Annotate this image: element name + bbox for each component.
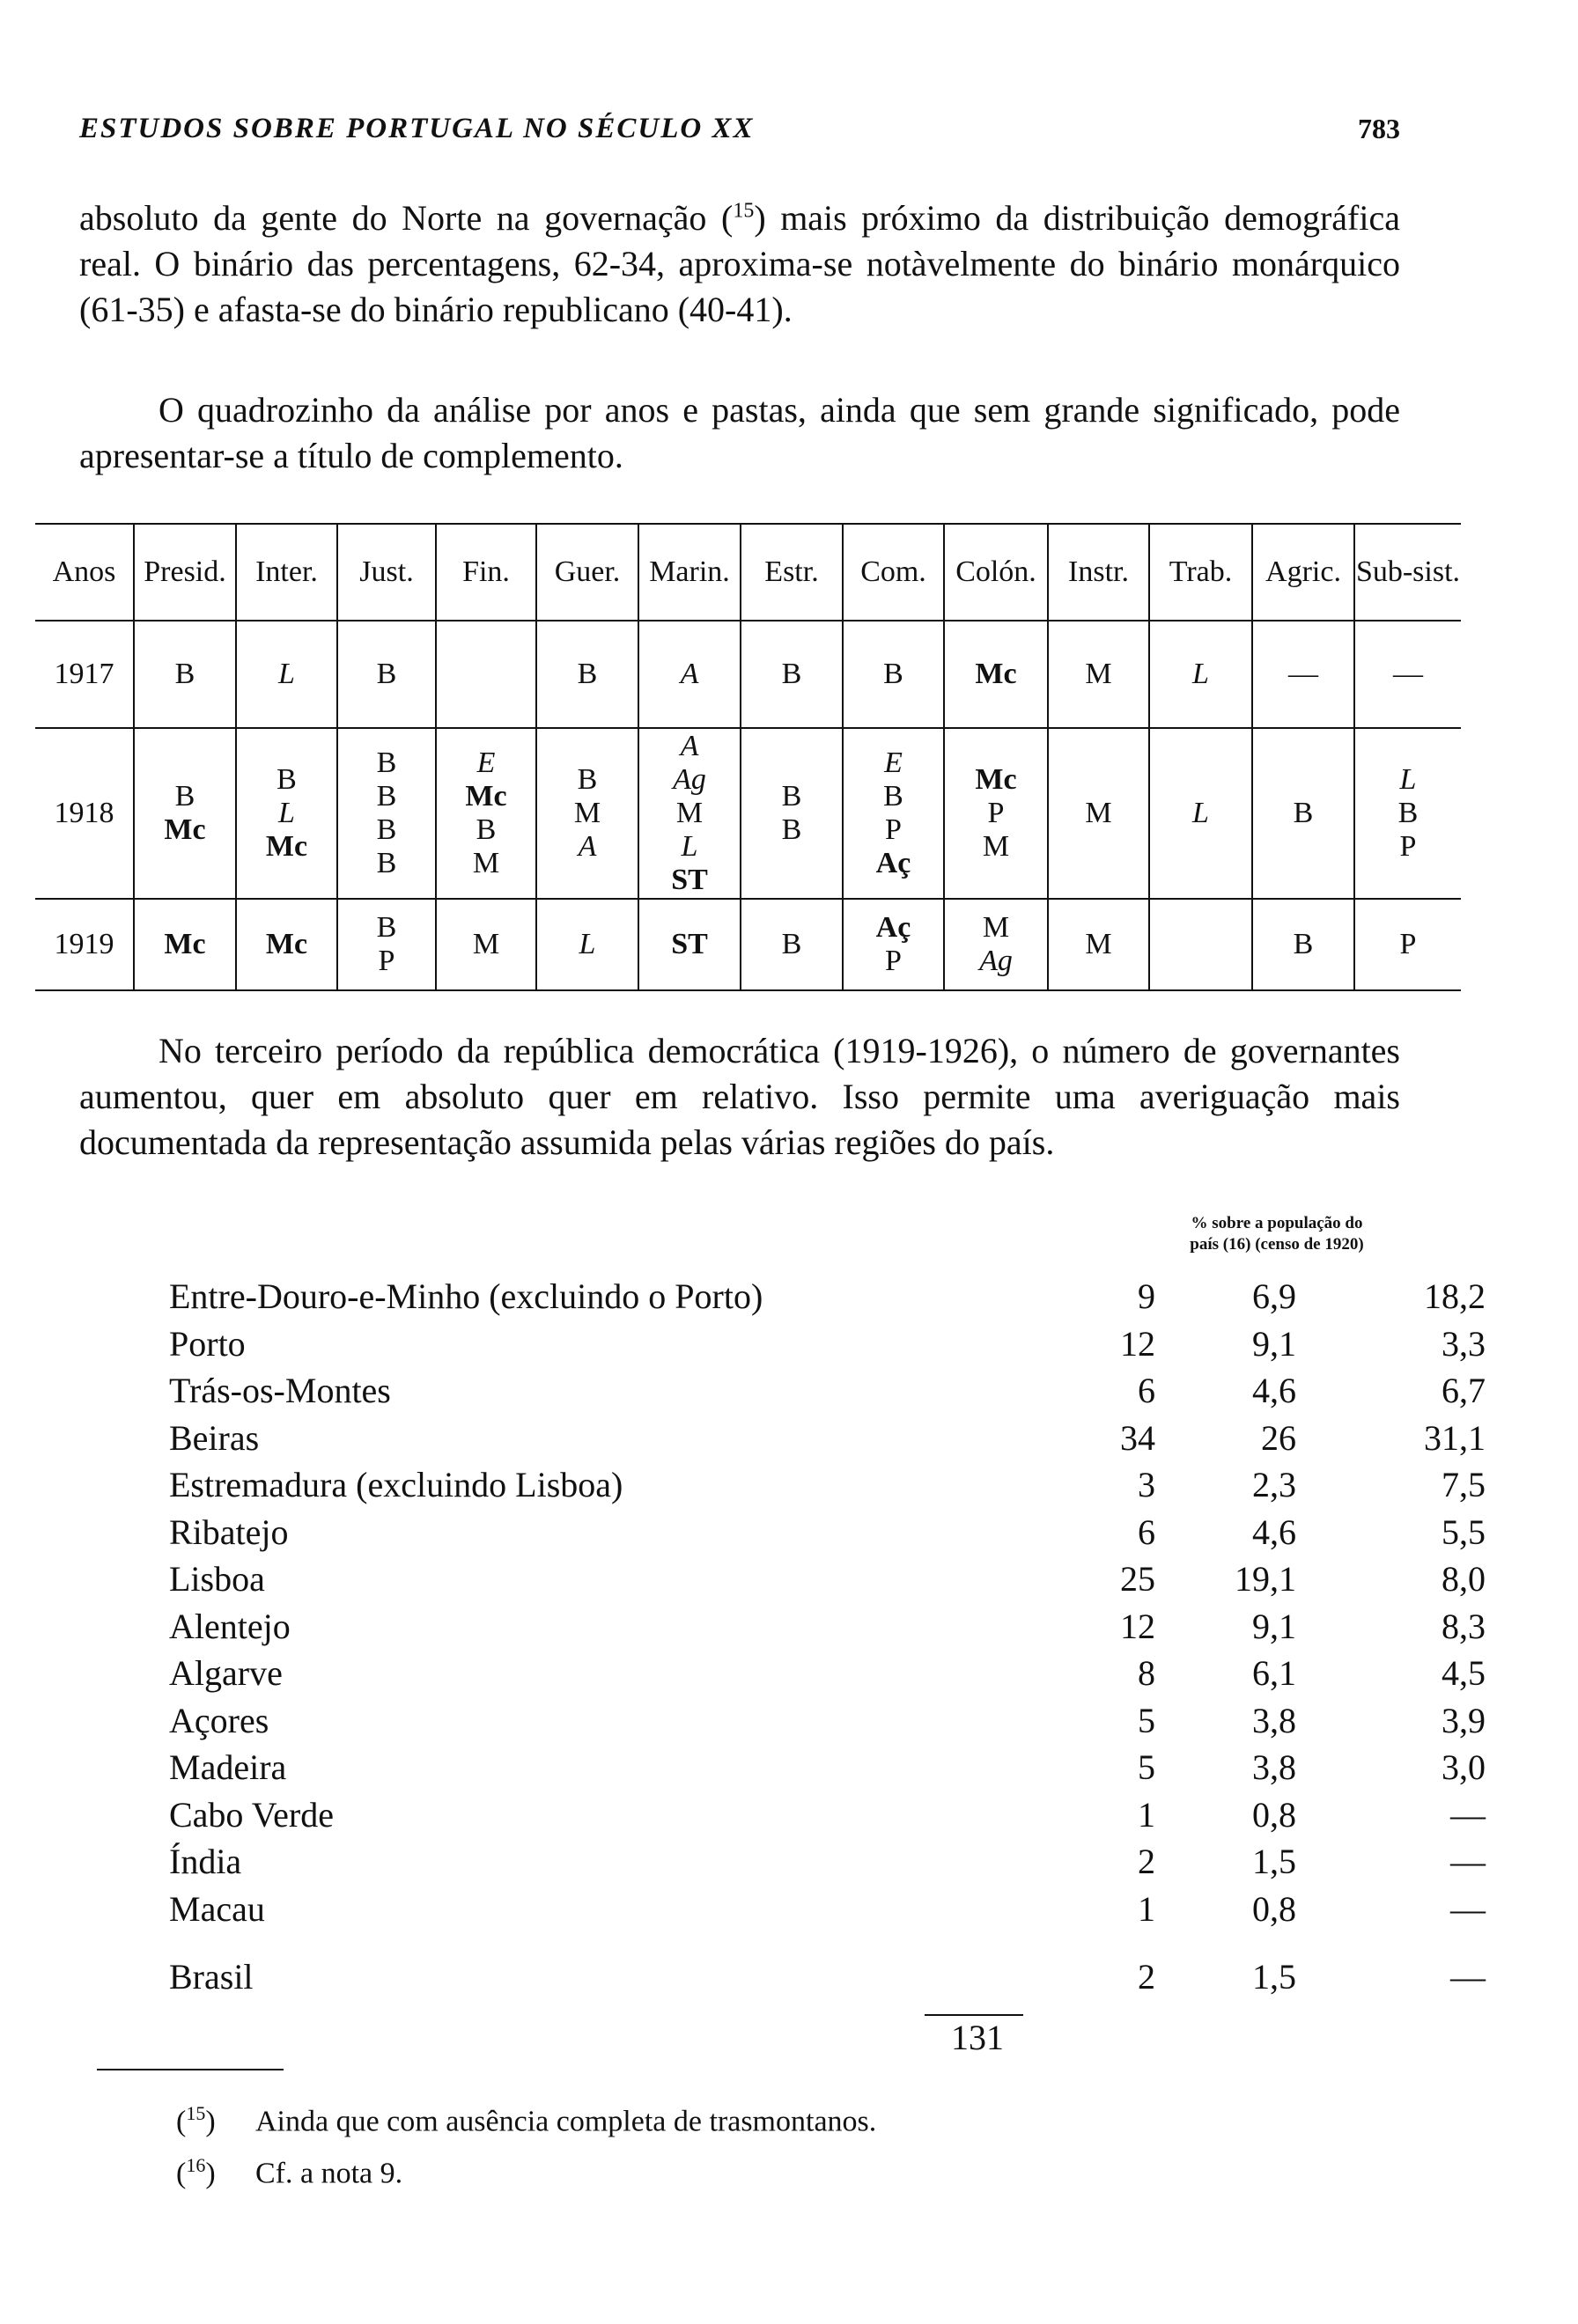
region-row <box>169 1509 1486 1556</box>
footnote-text: Ainda que com ausência completa de trasmontanos. <box>255 2105 877 2138</box>
cell-entry: ST <box>671 864 708 896</box>
region-name: Porto <box>169 1323 246 1364</box>
cell-entry: L <box>579 928 596 960</box>
region-name: Madeira <box>169 1747 287 1787</box>
cell-entry: B <box>781 780 802 813</box>
table-cell <box>1354 899 1461 990</box>
footnote-ref-15: 15 <box>733 199 755 223</box>
cell-entry: Mc <box>975 763 1017 796</box>
region-name: Alentejo <box>169 1606 291 1646</box>
cell-entry: B <box>476 813 497 846</box>
cell-entry: B <box>376 780 397 813</box>
region-count: 9 <box>1138 1276 1155 1316</box>
table-header-cell: Presid. <box>134 524 236 621</box>
region-name: Índia <box>169 1842 242 1881</box>
paragraph-1-text-a: absoluto da gente do Norte na governação ( <box>79 198 734 238</box>
table-cell <box>337 621 436 728</box>
region-row <box>169 1555 1486 1603</box>
table-cell <box>1354 621 1461 728</box>
region-percent: 0,8 <box>1252 1794 1296 1835</box>
region-population-percent: — <box>1450 1957 1486 1997</box>
table-cell <box>1252 899 1354 990</box>
table-cell <box>536 899 638 990</box>
cell-entry: A <box>578 830 597 863</box>
table-cell <box>1149 899 1252 990</box>
cell-entry: P <box>1399 830 1417 863</box>
footnote <box>176 2144 876 2195</box>
table-header-cell: Agric. <box>1252 524 1354 621</box>
region-population-percent: 6,7 <box>1442 1371 1486 1410</box>
region-name: Entre-Douro-e-Minho (excluindo o Porto) <box>169 1276 763 1316</box>
cell-entry: — <box>1393 658 1423 690</box>
regions-list <box>169 1273 1486 2001</box>
region-percent: 6,1 <box>1252 1653 1296 1693</box>
cell-entry: M <box>1085 928 1112 960</box>
table-cell <box>638 621 741 728</box>
cell-entry: M <box>1085 658 1112 690</box>
cell-entry: M <box>982 911 1010 944</box>
region-count: 12 <box>1120 1606 1155 1646</box>
cell-entry: B <box>376 746 397 779</box>
population-column-note <box>1145 1213 1409 1255</box>
table-cell <box>436 621 536 728</box>
cell-entry: L <box>278 797 295 829</box>
table-header-cell: Just. <box>337 524 436 621</box>
region-name: Estremadura (excluindo Lisboa) <box>169 1465 623 1504</box>
regions-total: 131 <box>951 2018 1004 2057</box>
region-percent: 0,8 <box>1252 1888 1296 1929</box>
region-name: Açores <box>169 1700 269 1740</box>
region-row <box>169 1744 1486 1791</box>
running-head <box>79 113 1400 155</box>
table-cell <box>944 728 1048 899</box>
region-name: Beiras <box>169 1417 260 1458</box>
region-population-percent: 3,9 <box>1442 1700 1486 1740</box>
table-header-cell: Trab. <box>1149 524 1252 621</box>
table-header-cell: Instr. <box>1048 524 1149 621</box>
region-count: 34 <box>1120 1417 1155 1458</box>
table-cell <box>536 621 638 728</box>
cell-entry: B <box>1397 797 1419 829</box>
table-cell <box>843 899 944 990</box>
region-percent: 2,3 <box>1252 1465 1296 1504</box>
cell-entry: M <box>982 830 1010 863</box>
cell-entry: B <box>781 658 802 690</box>
region-population-percent: 18,2 <box>1424 1276 1486 1316</box>
region-population-percent: 4,5 <box>1442 1653 1486 1693</box>
region-row <box>169 1603 1486 1651</box>
table-header-cell: Com. <box>843 524 944 621</box>
footnote <box>176 2092 876 2144</box>
footnote-mark: ($^{16}$) <box>176 2154 216 2190</box>
footnotes <box>176 2092 876 2196</box>
region-row <box>169 1953 1486 2001</box>
cell-entry: B <box>577 763 598 796</box>
table-cell <box>536 728 638 899</box>
region-count: 12 <box>1120 1323 1155 1364</box>
cell-entry: L <box>1192 797 1209 829</box>
region-row <box>169 1791 1486 1839</box>
region-percent: 6,9 <box>1252 1276 1296 1316</box>
cell-entry: B <box>883 658 903 690</box>
table-cell <box>236 728 337 899</box>
table-cell <box>1149 728 1252 899</box>
cell-entry: L <box>278 658 295 690</box>
region-percent: 9,1 <box>1252 1606 1296 1646</box>
paragraph-2: O quadrozinho da análise por anos e pastas, ainda que sem grande significado, pode apresentar-se a título de complemento. <box>79 390 1400 475</box>
cell-entry: Aç <box>875 911 911 944</box>
region-population-percent: 3,0 <box>1442 1747 1486 1787</box>
region-count: 2 <box>1138 1957 1155 1997</box>
region-population-percent: — <box>1450 1794 1486 1835</box>
cell-entry: Ag <box>673 763 706 796</box>
table-cell <box>1354 728 1461 899</box>
cell-entry: Mc <box>164 813 206 846</box>
region-population-percent: — <box>1450 1888 1486 1929</box>
table-header-row <box>35 524 1461 621</box>
region-population-percent: 3,3 <box>1442 1323 1486 1364</box>
region-name: Algarve <box>169 1653 283 1693</box>
footnote-mark: ($^{15}$) <box>176 2102 216 2138</box>
region-name: Cabo Verde <box>169 1794 334 1835</box>
region-row <box>169 1367 1486 1415</box>
cell-entry: L <box>681 830 698 863</box>
table-cell <box>436 728 536 899</box>
region-count: 2 <box>1138 1842 1155 1881</box>
table-cell <box>134 621 236 728</box>
cell-entry: B <box>376 658 397 690</box>
table-cell <box>436 899 536 990</box>
table-row <box>35 899 1461 990</box>
table-cell <box>1048 899 1149 990</box>
region-count: 5 <box>1138 1700 1155 1740</box>
footnote-number: 16 <box>186 2154 206 2177</box>
region-row <box>169 1461 1486 1509</box>
cell-entry: E <box>476 746 496 779</box>
table-cell <box>741 899 843 990</box>
region-percent: 3,8 <box>1252 1700 1296 1740</box>
region-percent: 3,8 <box>1252 1747 1296 1787</box>
table-header-cell: Sub-sist. <box>1354 524 1461 621</box>
table-cell <box>944 621 1048 728</box>
table-header-cell: Colón. <box>944 524 1048 621</box>
cell-entry: A <box>680 730 699 762</box>
region-row <box>169 1320 1486 1368</box>
region-percent: 4,6 <box>1252 1371 1296 1410</box>
region-population-percent: 7,5 <box>1442 1465 1486 1504</box>
region-row <box>169 1650 1486 1697</box>
region-count: 6 <box>1138 1371 1155 1410</box>
region-row <box>169 1886 1486 1933</box>
cell-entry: L <box>1192 658 1209 690</box>
cell-entry: B <box>1293 797 1314 829</box>
table-cell <box>134 728 236 899</box>
table-cell <box>1048 728 1149 899</box>
region-count: 1 <box>1138 1888 1155 1929</box>
region-percent: 19,1 <box>1235 1559 1296 1599</box>
region-population-percent: 31,1 <box>1424 1417 1486 1458</box>
region-percent: 4,6 <box>1252 1511 1296 1552</box>
cell-entry: E <box>884 746 903 779</box>
cell-entry: B <box>376 847 397 879</box>
region-population-percent: 8,0 <box>1442 1559 1486 1599</box>
cell-entry: M <box>573 797 601 829</box>
region-count: 25 <box>1120 1559 1155 1599</box>
region-count: 5 <box>1138 1747 1155 1787</box>
table-body <box>35 621 1461 990</box>
cell-entry: M <box>472 928 500 960</box>
table-row <box>35 728 1461 899</box>
table-header-cell: Marin. <box>638 524 741 621</box>
cell-entry: B <box>577 658 598 690</box>
governors-table <box>35 523 1461 991</box>
cell-entry: L <box>1399 763 1417 796</box>
table-cell <box>1149 621 1252 728</box>
region-population-percent: 8,3 <box>1442 1606 1486 1646</box>
table-cell <box>638 728 741 899</box>
cell-entry: B <box>376 911 397 944</box>
cell-entry: Mc <box>465 780 507 813</box>
region-name: Ribatejo <box>169 1511 289 1552</box>
year-cell: 1919 <box>54 928 114 960</box>
table-row <box>35 621 1461 728</box>
cell-entry: P <box>378 945 395 977</box>
region-name: Trás-os-Montes <box>169 1371 391 1410</box>
cell-entry: B <box>174 658 195 690</box>
region-row <box>169 1415 1486 1462</box>
cell-entry: B <box>174 780 195 813</box>
year-cell: 1918 <box>54 797 114 829</box>
cell-entry: M <box>675 797 704 829</box>
region-percent: 26 <box>1261 1417 1296 1458</box>
population-column-note-line1: % sobre a população do <box>1191 1214 1363 1232</box>
cell-entry: P <box>987 797 1005 829</box>
region-row <box>169 1838 1486 1886</box>
year-cell: 1917 <box>54 658 114 690</box>
table-cell <box>337 899 436 990</box>
cell-entry: B <box>376 813 397 846</box>
paragraph-1-text-b: ) mais próximo da distribuição demográfica real. O binário das percentagens, 62-34, aproxima-se notàvelmente do binário monárquico (61-35) e afasta-se do binário republicano (40-41). <box>79 198 1400 329</box>
table-cell <box>741 728 843 899</box>
cell-entry: Mc <box>975 658 1017 690</box>
region-percent: 9,1 <box>1252 1323 1296 1364</box>
cell-entry: M <box>1085 797 1112 829</box>
region-percent: 1,5 <box>1252 1957 1296 1997</box>
region-percent: 1,5 <box>1252 1842 1296 1881</box>
table-cell <box>638 899 741 990</box>
region-row <box>169 1273 1486 1320</box>
cell-entry: Mc <box>164 928 206 960</box>
cell-entry: Ag <box>979 945 1013 977</box>
cell-entry: M <box>472 847 500 879</box>
region-population-percent: 5,5 <box>1442 1511 1486 1552</box>
running-head-title: ESTUDOS SOBRE PORTUGAL NO SÉCULO XX <box>79 113 755 144</box>
cell-entry: — <box>1288 658 1318 690</box>
cell-entry: B <box>781 928 802 960</box>
table-cell <box>1252 621 1354 728</box>
table-cell <box>1048 621 1149 728</box>
cell-entry: P <box>1399 928 1417 960</box>
cell-entry: Aç <box>875 847 911 879</box>
cell-entry: ST <box>671 928 708 960</box>
cell-entry: A <box>680 658 699 690</box>
table-cell <box>236 621 337 728</box>
region-count: 1 <box>1138 1794 1155 1835</box>
region-name: Lisboa <box>169 1559 265 1599</box>
table-cell <box>1252 728 1354 899</box>
footnote-text: Cf. a nota 9. <box>255 2157 403 2190</box>
table-header-cell: Anos <box>52 555 116 588</box>
region-count: 8 <box>1138 1653 1155 1693</box>
table-header-cell: Guer. <box>536 524 638 621</box>
table-cell <box>843 728 944 899</box>
page-number: 783 <box>1358 113 1400 144</box>
table-cell <box>236 899 337 990</box>
table-cell <box>337 728 436 899</box>
table-header-cell: Estr. <box>741 524 843 621</box>
population-column-note-line2: país (16) (censo de 1920) <box>1190 1235 1364 1254</box>
table-cell <box>843 621 944 728</box>
region-row <box>169 1697 1486 1745</box>
table-cell <box>944 899 1048 990</box>
table-header-cell: Fin. <box>436 524 536 621</box>
paragraph-1 <box>79 195 1400 333</box>
region-count: 3 <box>1138 1465 1155 1504</box>
region-name: Brasil <box>169 1957 254 1997</box>
footnote-number: 15 <box>186 2102 206 2124</box>
cell-entry: P <box>885 945 902 977</box>
cell-entry: Mc <box>265 928 308 960</box>
cell-entry: B <box>1293 928 1314 960</box>
cell-entry: Mc <box>265 830 308 863</box>
table-cell <box>741 621 843 728</box>
cell-entry: P <box>885 813 902 846</box>
region-name: Macau <box>169 1888 265 1929</box>
cell-entry: B <box>277 763 297 796</box>
cell-entry: B <box>883 780 903 813</box>
table-header-cell: Inter. <box>236 524 337 621</box>
paragraph-3: No terceiro período da república democrática (1919-1926), o número de governantes aumentou, quer em absoluto quer em relativo. Isso permite uma averiguação mais documentada da representação assumida pelas várias regiões do país. <box>79 1031 1400 1162</box>
region-population-percent: — <box>1450 1842 1486 1881</box>
region-count: 6 <box>1138 1511 1155 1552</box>
cell-entry: B <box>781 813 802 846</box>
footnote-rule <box>97 2069 284 2070</box>
table-cell <box>134 899 236 990</box>
